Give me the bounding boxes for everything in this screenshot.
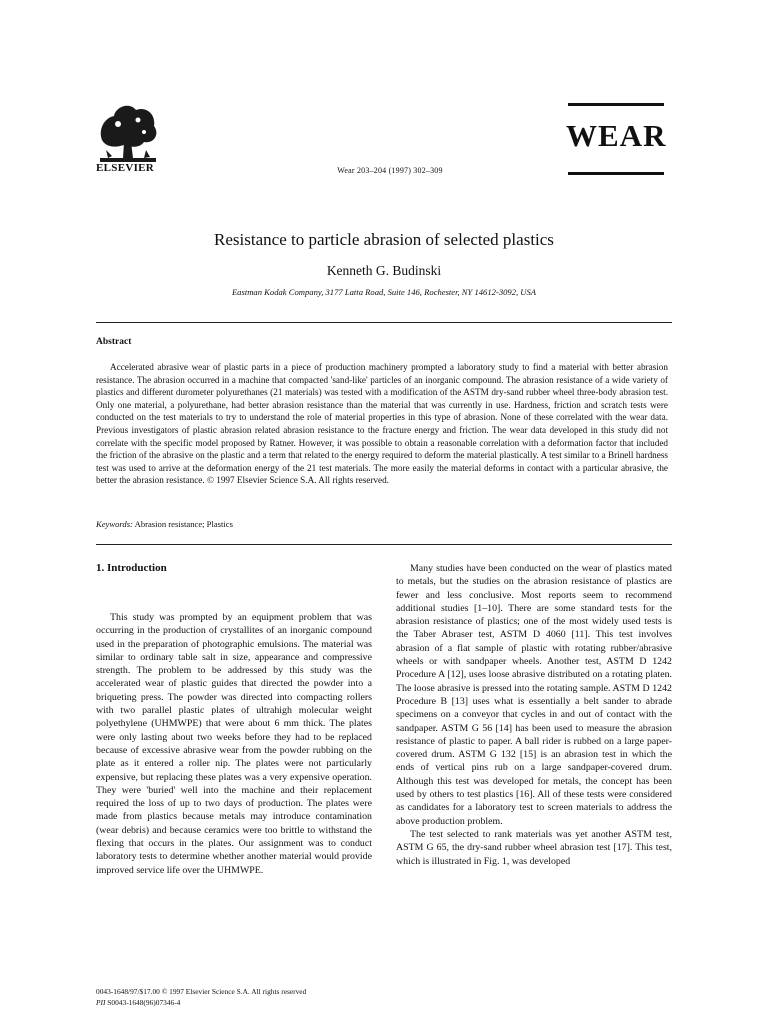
copyright-footnote: [96, 986, 372, 1008]
pii-value: S0043-1648(96)07346-4: [107, 998, 181, 1007]
copyright-line: 0043-1648/97/$17.00 © 1997 Elsevier Science S.A. All rights reserved: [96, 987, 307, 996]
keywords-label: Keywords:: [96, 519, 133, 529]
pii-label: PII: [96, 998, 106, 1007]
author-affiliation: Eastman Kodak Company, 3177 Latta Road, Suite 146, Rochester, NY 14612-3092, USA: [231, 287, 537, 297]
journal-top-rule: [568, 103, 664, 106]
introduction-paragraph-1: This study was prompted by an equipment problem that was occurring in the production of crystallites of an inorganic compound used in the preparation of photographic emulsions. The material was similar to ordinary table salt in size, appearance and compressive strength. The problem to be addressed by this study was the accelerated wear of plastic guides that directed the powder into a briqueting press. The powder was directed into compacting rollers with two parallel plastic plates of ultrahigh molecular weight polyethylene (UHMWPE) that were about 6 mm thick. The plates were only lasting about two weeks before they had to be replaced because of excessive abrasive wear from the powder rubbing on the plate as it entered a roller nip. The plates were not particularly expensive, but replacing these plates was a very expensive operation. They were 'buried' well into the machine and their replacement required the loss of up to two days of production. The plates were made from plastics because metals may introduce contamination (wear debris) and because ceramics were too brittle to withstand the flexing that occurs in the plates. Our assignment was to conduct laboratory tests to determine whether another material would provide improved service life over the UHMWPE.: [96, 612, 372, 876]
abstract-top-divider: [96, 322, 672, 323]
abstract-heading: Abstract: [96, 337, 132, 347]
journal-citation: Wear 203–204 (1997) 302–309: [337, 166, 443, 175]
right-column: [396, 562, 672, 868]
abstract-text: Accelerated abrasive wear of plastic parts in a piece of production machinery prompted a laboratory study to find a material with better abrasion resistance. The abrasion occurred in a machine that compacted 'sand-like' particles of an inorganic compound. The abrasion resistance of a wide variety of plastics and different durometer polyurethanes (21 materials) was tested with a modification of the ASTM dry-sand rubber wheel three-body abrasion test. Only one material, a polyurethane, had better abrasion resistance than the material that was currently in use. Hardness, friction and scratch tests were conducted on the test materials to try to understand the role of material properties in this type of abrasion. None of these correlated with the wear data. Previous investigators of plastic abrasion related abrasion resistance to the fracture energy and friction. The wear data developed in this study did not correlate with the specific model proposed by Ratner. However, it was possible to obtain a reasonable correlation with a deformation factor that included the friction of the abrasive on the plastic and a term that related to the energy required to deform the material plastically. A test similar to a Brinell hardness test was used to arrive at the deformation energy of the 21 test materials. The more easily the material deforms in contact with a particular abrasive, the better the abrasion resistance. © 1997 Elsevier Science S.A. All rights reserved.: [96, 362, 668, 486]
section-heading-introduction: 1. Introduction: [96, 562, 167, 574]
left-column: [96, 562, 372, 877]
abstract-bottom-divider: [96, 544, 672, 545]
article-author: Kenneth G. Budinski: [326, 263, 442, 278]
article-title: Resistance to particle abrasion of selected plastics: [214, 230, 554, 249]
introduction-paragraph-2: Many studies have been conducted on the wear of plastics mated to metals, but the studies on the abrasion resistance of plastics are fewer and less conclusive. Most reports seem to recommend additional studies [1–10]. There are some standard tests for the abrasion resistance of plastics; one of the most widely used tests is the Taber Abraser test, ASTM D 4060 [11]. This test involves abrasion of a flat sample of plastic with rotating rubber/abrasive wheels or with sandpaper wheels. Another test, ASTM D 1242 Procedure A [12], uses loose abrasive distributed on a rotating platen. The loose abrasive is pressed into the rotating sample. ASTM D 1242 Procedure B [13] uses what is essentially a belt sander to abrade specimens on a conveyor that cycles in and out of contact with the sandpaper. ASTM G 56 [14] has been used to measure the abrasion resistance of plastic to paper. A ball rider is rubbed on a large paper-covered drum. ASTM G 132 [15] is an abrasion test in which the ends of vertical pins rub on a large sandpaper-covered drum. Although this test was developed for metals, the concept has been used by others to test plastics [16]. All of these tests were considered as candidates for a laboratory test to screen materials to address the above production problem.: [396, 563, 672, 827]
publisher-name: ELSEVIER: [96, 162, 155, 174]
introduction-paragraph-3: The test selected to rank materials was yet another ASTM test, ASTM G 65, the dry-sand rubber wheel abrasion test [17]. This test, which is illustrated in Fig. 1, was developed: [396, 828, 672, 867]
elsevier-tree-logo: [96, 100, 160, 162]
pii-line: [96, 997, 372, 1008]
journal-title: WEAR: [566, 118, 667, 153]
tree-logo-icon: [96, 100, 160, 162]
journal-bottom-rule: [568, 172, 664, 175]
keywords-text: Abrasion resistance; Plastics: [134, 519, 233, 529]
keywords-line: [96, 519, 668, 529]
